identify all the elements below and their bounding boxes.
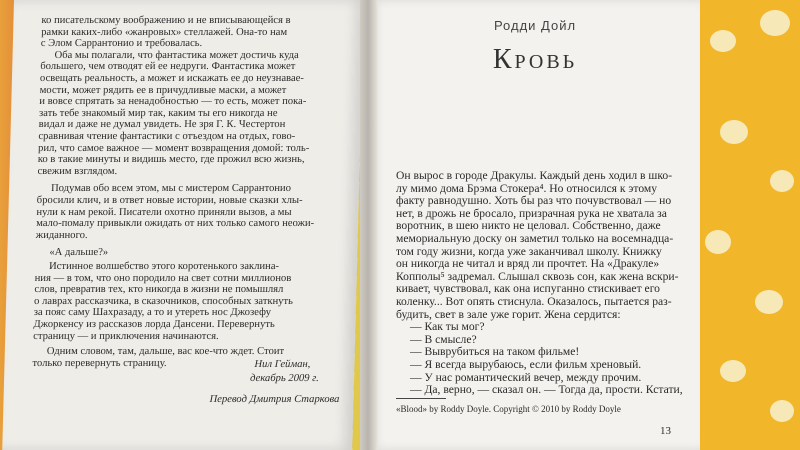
right-text-line: — Я всегда вырубаюсь, если фильм хреновый. [410, 358, 642, 371]
right-text-line: коленку... Вот опять стиснула. Оказалось, пытается раз- [396, 295, 672, 308]
left-text-line: «А дальше?» [49, 247, 109, 259]
left-text-line: Истинное волшебство этого коротенького заклина- [48, 261, 280, 272]
left-text-line: рил, что самое важное — момент возвращения домой: толь- [37, 142, 310, 154]
right-text-line: нет, в дрожь не бросало, призрачная рука не хватала за [396, 206, 667, 220]
right-text-line: том году жизни, когда уже заканчивал школу. Книжку [396, 244, 662, 258]
left-text-line: слов, превратив тех, кто никогда в жизни не помышлял [34, 284, 284, 296]
right-text-line: — Как ты мог? [410, 320, 485, 334]
left-text-line: видал и даже не думал увидеть. Не зря Г. К. Честертон [38, 119, 286, 131]
footnote: «Blood» by Roddy Doyle. Copyright © 2010 by Roddy Doyle [396, 404, 621, 414]
story-title: Кровь [492, 44, 578, 75]
right-text-line: — Да, верно, — сказал он. — Тогда да, прости. Кстати, [410, 383, 683, 397]
right-text-line: — В смысле? [410, 332, 477, 346]
left-page [2, 0, 364, 450]
left-text-line: жиданного. [35, 229, 88, 241]
left-text-line: ния — в том, что оно породило на свет сотни миллионов [34, 272, 292, 284]
fabric-background [690, 0, 800, 450]
left-text-line: мало-помалу привыкли ожидать от них только самого неожи- [35, 218, 315, 230]
left-text-line: и вовсе спрятать за ненадобностью — то есть, может пока- [39, 96, 307, 108]
left-text-line: ко писательскому воображению и не вписывающейся в [41, 15, 291, 26]
left-text-line: о лаврах рассказчика, в сказочников, способных заткнуть [33, 295, 294, 307]
left-text-line: ко в такие минуты и видишь место, где прожил всю жизнь, [37, 154, 305, 166]
footnote-rule [396, 398, 446, 399]
left-text-line: Джоркенсу из рассказов лорда Дансени. Перевернуть [33, 319, 275, 330]
left-text-line: только перевернуть страницу. [32, 357, 167, 369]
right-text-line: воротник, в шею никто не целовал. Собственно, даже [396, 219, 661, 233]
left-text-line: рамки каких-либо «жанровых» стеллажей. Она-то нам [41, 26, 288, 38]
left-text-line: Оба мы полагали, что фантастика может достичь куда [54, 49, 299, 61]
right-text-line: лу мимо дома Брэма Стокера⁴. Но относился к этому [396, 181, 658, 195]
right-text-line: Он вырос в городе Дракулы. Каждый день ходил в шко- [396, 169, 673, 182]
left-text-line: Одним словом, там, дальше, вас кое-что ждет. Стоит [46, 346, 285, 358]
signature-date: декабрь 2009 г. [249, 373, 319, 384]
right-text-line: — Выврубиться на таком фильме! [410, 345, 580, 359]
left-text-line: нули к нам рекой. Писатели охотно приняли вызов, а мы [36, 206, 292, 218]
story-author: Родди Дойл [493, 18, 577, 33]
book-gutter [360, 0, 378, 450]
left-text-line: с Элом Саррантонио и требовалась. [40, 38, 203, 50]
right-text-line: Копполы⁵ задремал. Слышал сквозь сон, как жена вскри- [396, 269, 679, 283]
left-text-line: за пояс саму Шахразаду, а то и утереть нос Джозефу [33, 307, 272, 319]
right-text-line: кивает, чувствовал, как она испуганно стискивает его [396, 282, 660, 296]
left-text-line: бросили клич, и в ответ новые истории, новые сказки хлы- [36, 195, 303, 206]
left-text-line: Подумав обо всем этом, мы с мистером Саррантонио [50, 183, 292, 195]
signature-name: Нил Гейман, [254, 359, 311, 370]
left-text-line: освещать реальность, а может и искажать ее до неузнавае- [39, 73, 305, 84]
left-text-line: сравнивая чтение фантастики с отъездом на отдых, гово- [38, 131, 296, 142]
translator-credit: Перевод Дмитрия Старкова [209, 394, 340, 405]
right-text-line: он никогда не читал и вряд ли прочтет. На «Дракуле» [396, 257, 660, 271]
left-text-line: большего, чем отводят ей ее недруги. Фантастика может [40, 61, 296, 73]
left-text-line: зать тебе знакомый мир так, каким ты его никогда не [38, 107, 278, 119]
right-text-line: факту равнодушно. Хоть бы раз что почувствовал — но [396, 194, 672, 208]
left-text-line: страницу — и приключения начинаются. [33, 330, 219, 342]
right-text-line: будить, свет в зале уже горит. Жена сердится: [396, 307, 621, 321]
left-text-line: свежим взглядом. [37, 165, 118, 177]
right-text-line: мемориальную доску он заметил только на восемнадца- [396, 232, 674, 245]
page-number: 13 [660, 425, 671, 437]
right-page [370, 0, 700, 450]
right-text-line: — У нас романтический вечер, между прочим. [410, 370, 642, 384]
left-text-line: мости, может рядить ее в причудливые маски, а может [39, 84, 287, 96]
